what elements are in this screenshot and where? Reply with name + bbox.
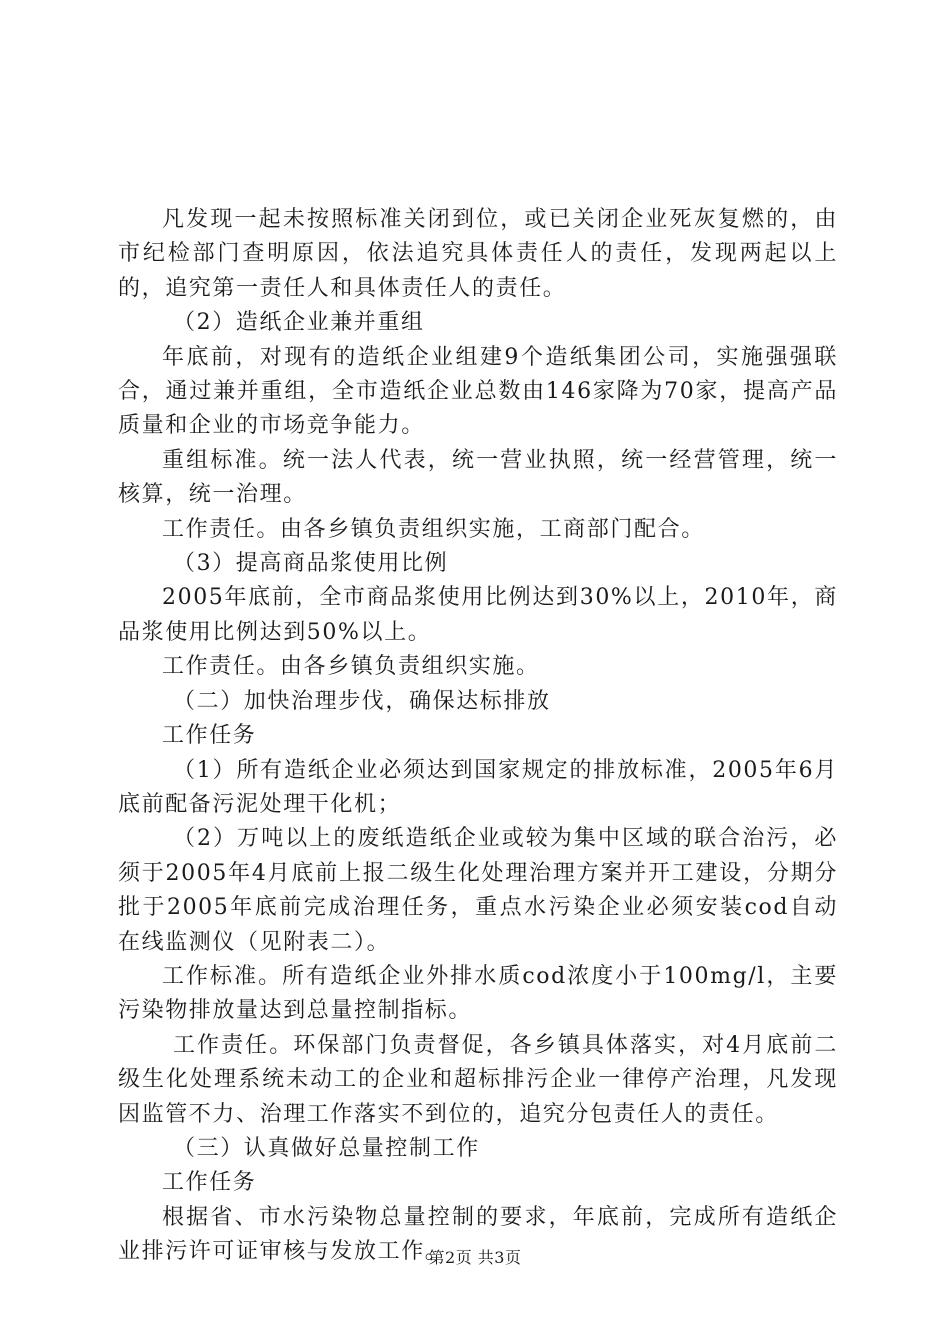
paragraph: （1）所有造纸企业必须达到国家规定的排放标准，2005年6月底前配备污泥处理干化机； bbox=[118, 757, 838, 817]
paragraph: 工作责任。由各乡镇负责组织实施，工商部门配合。 bbox=[162, 516, 705, 542]
paragraph: （2）万吨以上的废纸造纸企业或较为集中区域的联合治污，必须于2005年4月底前上报二级生化处理治理方案并开工建设，分期分批于2005年底前完成治理任务，重点水污染企业必须安装cod自动在线监测仪（见附表二）。 bbox=[118, 826, 838, 955]
paragraph: 根据省、市水污染物总量控制的要求，年底前，完成所有造纸企业排污许可证审核与发放工作。 bbox=[118, 1204, 838, 1265]
paragraph: 重组标准。统一法人代表，统一营业执照，统一经营管理，统一核算，统一治理。 bbox=[118, 447, 838, 508]
page-footer: 第2页 共3页 bbox=[428, 1248, 522, 1267]
section-heading: （3）提高商品浆使用比例 bbox=[173, 551, 449, 577]
section-heading: （2）造纸企业兼并重组 bbox=[173, 310, 425, 336]
paragraph: 凡发现一起未按照标准关闭到位，或已关闭企业死灰复燃的，由市纪检部门查明原因，依法追究具体责任人的责任，发现两起以上的，追究第一责任人和具体责任人的责任。 bbox=[118, 207, 838, 301]
paragraph: 工作任务 bbox=[162, 723, 257, 749]
document-body bbox=[118, 203, 838, 1270]
paragraph: 工作任务 bbox=[162, 1170, 257, 1196]
paragraph: 工作责任。环保部门负责督促，各乡镇具体落实，对4月底前二级生化处理系统未动工的企业和超标排污企业一律停产治理，凡发现因监管不力、治理工作落实不到位的，追究分包责任人的责任。 bbox=[118, 1032, 838, 1127]
paragraph: 2005年底前，全市商品浆使用比例达到30%以上，2010年，商品浆使用比例达到50%以上。 bbox=[118, 585, 838, 645]
paragraph: 工作标准。所有造纸企业外排水质cod浓度小于100mg/l，主要污染物排放量达到总量控制指标。 bbox=[118, 963, 838, 1024]
paragraph: 工作责任。由各乡镇负责组织实施。 bbox=[162, 654, 540, 680]
paragraph: 年底前，对现有的造纸企业组建9个造纸集团公司，实施强强联合，通过兼并重组，全市造纸企业总数由146家降为70家，提高产品质量和企业的市场竞争能力。 bbox=[118, 344, 838, 439]
section-heading: （二）加快治理步伐，确保达标排放 bbox=[173, 688, 551, 714]
section-heading: （三）认真做好总量控制工作 bbox=[173, 1135, 480, 1161]
